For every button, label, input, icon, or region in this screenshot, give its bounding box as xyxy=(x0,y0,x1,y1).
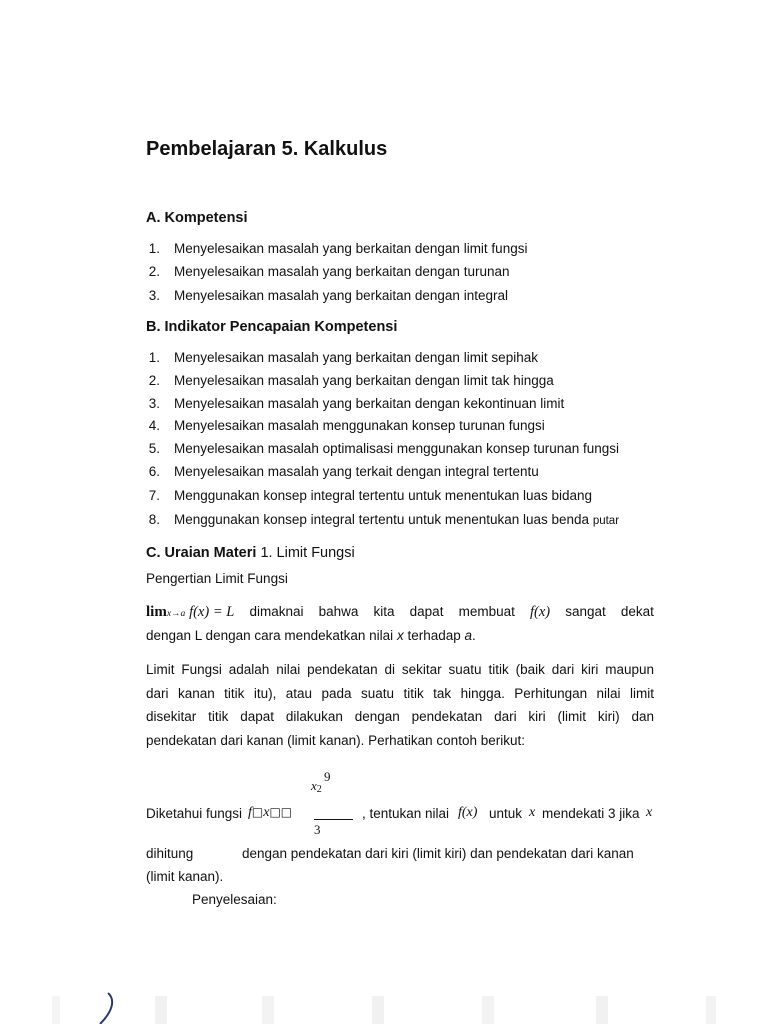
list-number: 2. xyxy=(148,264,160,279)
list-text: Menyelesaikan masalah optimalisasi menggunakan konsep turunan fungsi xyxy=(174,441,620,456)
list-text: Menyelesaikan masalah yang berkaitan dengan limit fungsi xyxy=(174,241,528,256)
example-prefix: Diketahui fungsi xyxy=(146,806,243,821)
approach-text: dengan pendekatan dari kiri (limit kiri) dan pendekatan dari kanan xyxy=(242,846,634,861)
lim-subscript: x→a xyxy=(166,609,186,619)
text-run: terhadap xyxy=(403,628,465,643)
list-text-main: Menggunakan konsep integral tertentu untuk menentukan luas benda xyxy=(174,512,590,527)
fx-symbol: f(x) xyxy=(529,604,551,620)
x-symbol: x xyxy=(263,805,270,820)
word: dekat xyxy=(620,604,654,619)
fraction-superscript: 9 xyxy=(324,769,331,784)
limit-expression xyxy=(146,604,234,621)
fraction-numerator xyxy=(311,778,322,794)
line-text: pendekatan dari kanan (limit kanan). Perhatikan contoh berikut: xyxy=(146,732,525,748)
word: dapat xyxy=(409,604,444,619)
word: kita xyxy=(373,604,395,619)
example-untuk: untuk xyxy=(489,806,523,821)
list-number: 3. xyxy=(148,396,160,411)
box-glyph: □ xyxy=(269,805,281,819)
limit-fx: f(x) = L xyxy=(189,604,235,620)
list-text: Menyelesaikan masalah yang berkaitan dengan turunan xyxy=(174,264,510,279)
list-text: Menyelesaikan masalah yang berkaitan dengan kekontinuan limit xyxy=(174,396,565,411)
paragraph-line xyxy=(146,682,654,706)
word: sangat xyxy=(565,604,606,619)
section-c-heading-line xyxy=(146,545,355,561)
box-glyph: □ xyxy=(251,805,264,819)
fraction-bar xyxy=(314,819,353,820)
list-text: Menyelesaikan masalah yang terkait dengan integral tertentu xyxy=(174,464,539,479)
example-f xyxy=(248,805,292,821)
example-x-end: x xyxy=(646,805,653,820)
word: membuat xyxy=(458,604,515,619)
penyelesaian-label: Penyelesaian: xyxy=(192,892,277,907)
list-text: Menyelesaikan masalah menggunakan konsep turunan fungsi xyxy=(174,418,545,433)
paragraph-line xyxy=(146,658,654,682)
bottom-decoration xyxy=(0,992,768,1024)
word: bahwa xyxy=(318,604,359,619)
numer-sub: 2 xyxy=(316,784,322,795)
list-number: 1. xyxy=(148,350,160,365)
example-mendekati: mendekati 3 jika xyxy=(542,806,640,821)
limit-definition-line-2 xyxy=(146,628,476,643)
f-symbol: f xyxy=(248,805,252,820)
list-number: 5. xyxy=(148,441,160,456)
example-x: x xyxy=(529,805,536,820)
section-a-heading: A. Kompetensi xyxy=(146,210,248,226)
paragraph-line xyxy=(146,705,654,729)
section-c-subheading: 1. Limit Fungsi xyxy=(260,545,355,561)
list-number: 7. xyxy=(148,488,160,503)
lim-symbol: lim xyxy=(146,604,167,620)
text-run: . xyxy=(472,628,476,643)
line-text: dari kanan titik itu), atau pada suatu titik tak hingga. Perhitungan nilai limit xyxy=(146,685,654,701)
var-x: x xyxy=(396,628,404,643)
box-glyph: □ xyxy=(280,805,293,819)
list-number: 3. xyxy=(148,288,160,303)
list-number: 2. xyxy=(148,373,160,388)
section-c-subtitle: Pengertian Limit Fungsi xyxy=(146,571,288,586)
dihitung-text: dihitung xyxy=(146,846,194,861)
pen-stroke-icon xyxy=(100,993,112,1024)
list-number: 6. xyxy=(148,464,160,479)
page-title: Pembelajaran 5. Kalkulus xyxy=(146,138,388,160)
paragraph-line xyxy=(146,729,654,753)
example-fx: f(x) xyxy=(458,805,478,820)
list-number: 8. xyxy=(148,512,160,527)
word: dimaknai xyxy=(249,604,304,619)
line-text: Limit Fungsi adalah nilai pendekatan di sekitar suatu titik (baik dari kiri maupun xyxy=(146,662,654,677)
list-text xyxy=(174,512,619,527)
limit-kanan-text: (limit kanan). xyxy=(146,869,224,884)
line-text: disekitar titik dapat dilakukan dengan pendekatan dari kiri (limit kiri) dan xyxy=(146,709,654,724)
limit-definition-line xyxy=(146,604,654,621)
list-text: Menyelesaikan masalah yang berkaitan dengan limit tak hingga xyxy=(174,373,554,388)
list-text: Menggunakan konsep integral tertentu untuk menentukan luas bidang xyxy=(174,488,593,503)
section-b-heading: B. Indikator Pencapaian Kompetensi xyxy=(146,319,398,335)
list-text: Menyelesaikan masalah yang berkaitan dengan limit sepihak xyxy=(174,350,538,365)
var-a: a xyxy=(464,628,472,643)
section-c-heading: C. Uraian Materi xyxy=(146,545,257,561)
text-run: dengan L dengan cara mendekatkan nilai xyxy=(146,628,397,643)
list-text-suffix: putar xyxy=(592,515,620,527)
list-text: Menyelesaikan masalah yang berkaitan dengan integral xyxy=(174,288,508,303)
list-number: 4. xyxy=(148,418,160,433)
fraction-denominator: 3 xyxy=(314,822,321,837)
numer-x: x xyxy=(311,778,317,793)
limit-paragraph xyxy=(146,658,654,752)
example-mid: , tentukan nilai xyxy=(362,806,450,821)
list-number: 1. xyxy=(148,241,160,256)
